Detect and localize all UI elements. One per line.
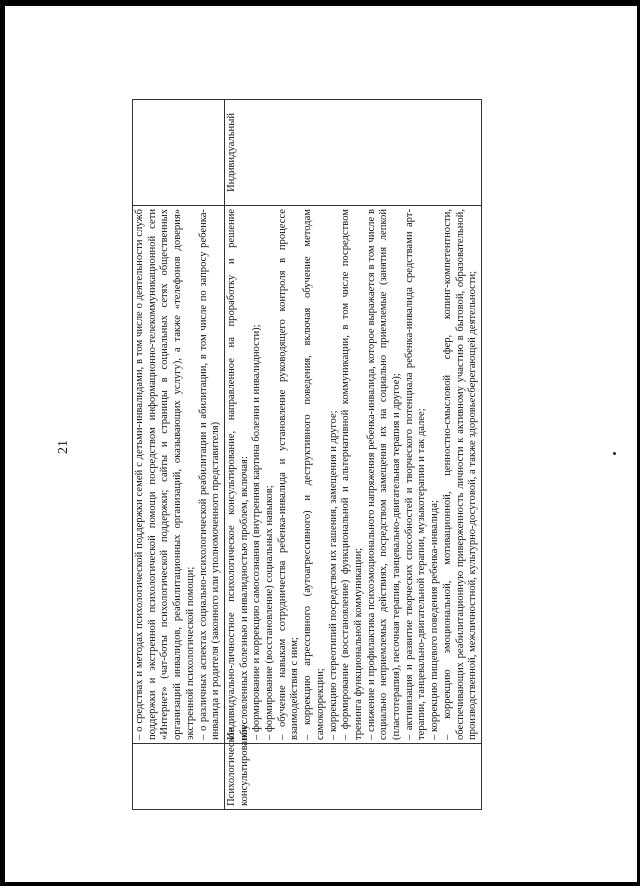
scan-speck — [613, 452, 616, 455]
services-table — [132, 99, 482, 810]
scan-border-bottom — [0, 882, 640, 886]
content-paragraph: – формирование (восстановление) функциональной и альтернативной коммуникации, в том числе посредством тренинга функциональной коммуникации; — [340, 209, 364, 740]
content-paragraph: – о средствах и методах психологической поддержки семей с детьми-инвалидами, в том числе о деятельности служб поддержки и экстренной психологической помощи посредством информационно-телекоммуникационной сети «Интернет» (чат-боты психологической поддержки; сайты и страницы в социальных сетях общественных организаций инвалидов, реабилитационных организаций, оказывающих услугу), а также «телефонов доверия» экстренной психологической помощи; — [134, 209, 196, 740]
content-paragraph: – коррекцию эмоциональной, мотивационной, ценностно-смысловой сфер, копинг-компетентности, обеспечивающих реабилитационную приверженность личности к активному участию в бытовой, образовательной, производственной, межличностной, культурно-досуговой, а также здоровьесберегающей деятельности; — [441, 209, 479, 740]
service-type-cell — [133, 100, 225, 206]
service-type-cell: Индивидуальный — [224, 100, 481, 206]
table-row — [133, 100, 225, 810]
content-paragraph: – коррекцию пищевого поведения ребенка-инвалида; — [429, 500, 441, 740]
service-name-cell: Психологическое консультирование — [224, 744, 481, 810]
content-paragraph: – коррекцию стереотипий посредством их гашения, замещения и другое; — [327, 410, 339, 740]
service-name-cell — [133, 744, 225, 810]
service-content-cell — [224, 206, 481, 744]
content-paragraph: – формирование и коррекцию самосознания (внутренняя картина болезни и инвалидности); — [251, 324, 263, 740]
content-paragraph: – активизация и развитие творческих способностей и творческого потенциала ребенка-инвалида средствами арт-терапии, танцевально-двигательной терапии, музыкотерапии и так далее; — [403, 209, 428, 740]
rotated-document-page — [40, 57, 600, 837]
scan-border-left — [0, 0, 5, 886]
content-paragraph: Индивидуально-личностное психологическое консультирование, направленное на проработку и решение обусловленных болезнью и инвалидностью проблем, включая: — [225, 209, 250, 740]
content-paragraph: – снижение и профилактика психоэмоционального напряжения ребенка-инвалида, которое выражается в том числе в социально неприемлемых действиях, посредством замещения их на социально приемлемые (занятия лепкой (пластотерапия), песочная терапия, танцевально-двигательная терапия и другое); — [365, 209, 403, 740]
content-paragraph: – формирование (восстановление) социальных навыков; — [264, 485, 276, 740]
page-number: 21 — [56, 440, 71, 454]
content-paragraph: – коррекцию агрессивного (аутоагрессивного) и деструктивного поведения, включая обучение методам самокоррекции; — [302, 209, 326, 740]
content-paragraph: – о различных аспектах социально-психологической реабилитации и абилитации, в том числе по запросу ребенка-инвалида и родителя (законного или уполномоченного представителя) — [197, 209, 222, 740]
content-paragraph: – обучение навыкам сотрудничества ребенка-инвалида и установление руководящего контроля в процессе взаимодействия с ним; — [276, 209, 301, 740]
scan-border-top — [0, 0, 640, 6]
table-row — [224, 100, 481, 810]
service-content-cell — [133, 206, 225, 744]
